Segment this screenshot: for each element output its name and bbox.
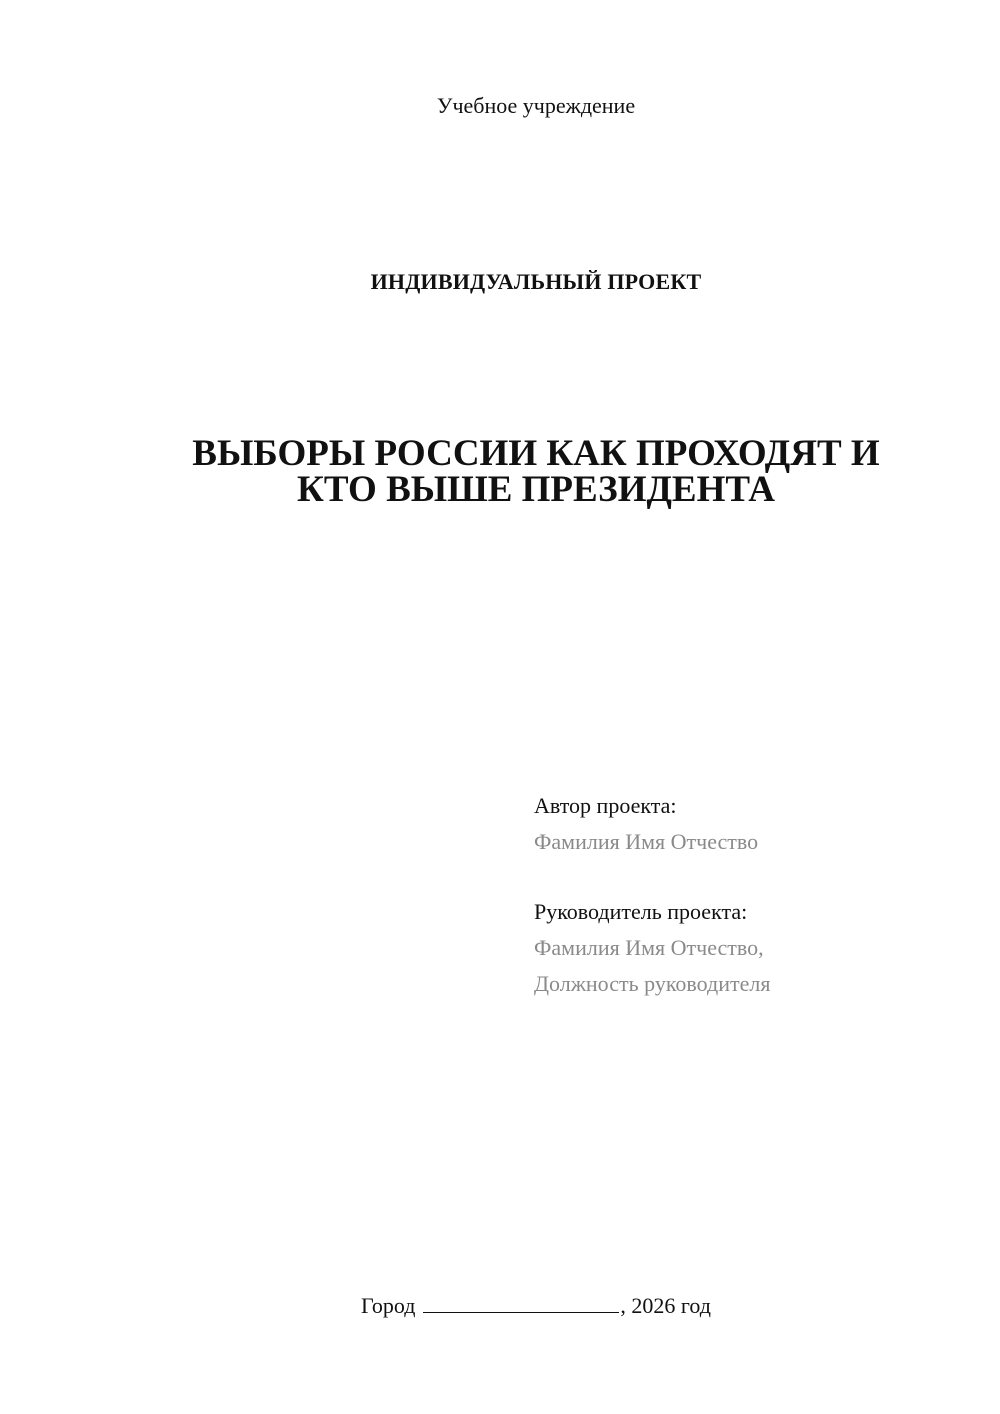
author-label: Автор проекта: [534,793,677,818]
author-name: Фамилия Имя Отчество [534,829,759,854]
year-text: , 2026 год [620,1293,711,1318]
project-info-block [534,788,974,1002]
city-label: Город [361,1293,416,1318]
project-title-line-2: КТО ВЫШЕ ПРЕЗИДЕНТА [297,469,775,510]
project-title-line-1: ВЫБОРЫ РОССИИ КАК ПРОХОДЯТ И [192,433,880,474]
institution-name: Учебное учреждение [436,93,636,118]
spacer [534,860,974,894]
supervisor-name: Фамилия Имя Отчество, [534,935,764,960]
project-title [150,433,922,510]
city-year-line [0,1290,1000,1321]
supervisor-position: Должность руководителя [534,971,771,996]
city-blank-line [423,1290,619,1313]
document-type-heading: ИНДИВИДУАЛЬНЫЙ ПРОЕКТ [370,269,702,294]
supervisor-label: Руководитель проекта: [534,899,748,924]
